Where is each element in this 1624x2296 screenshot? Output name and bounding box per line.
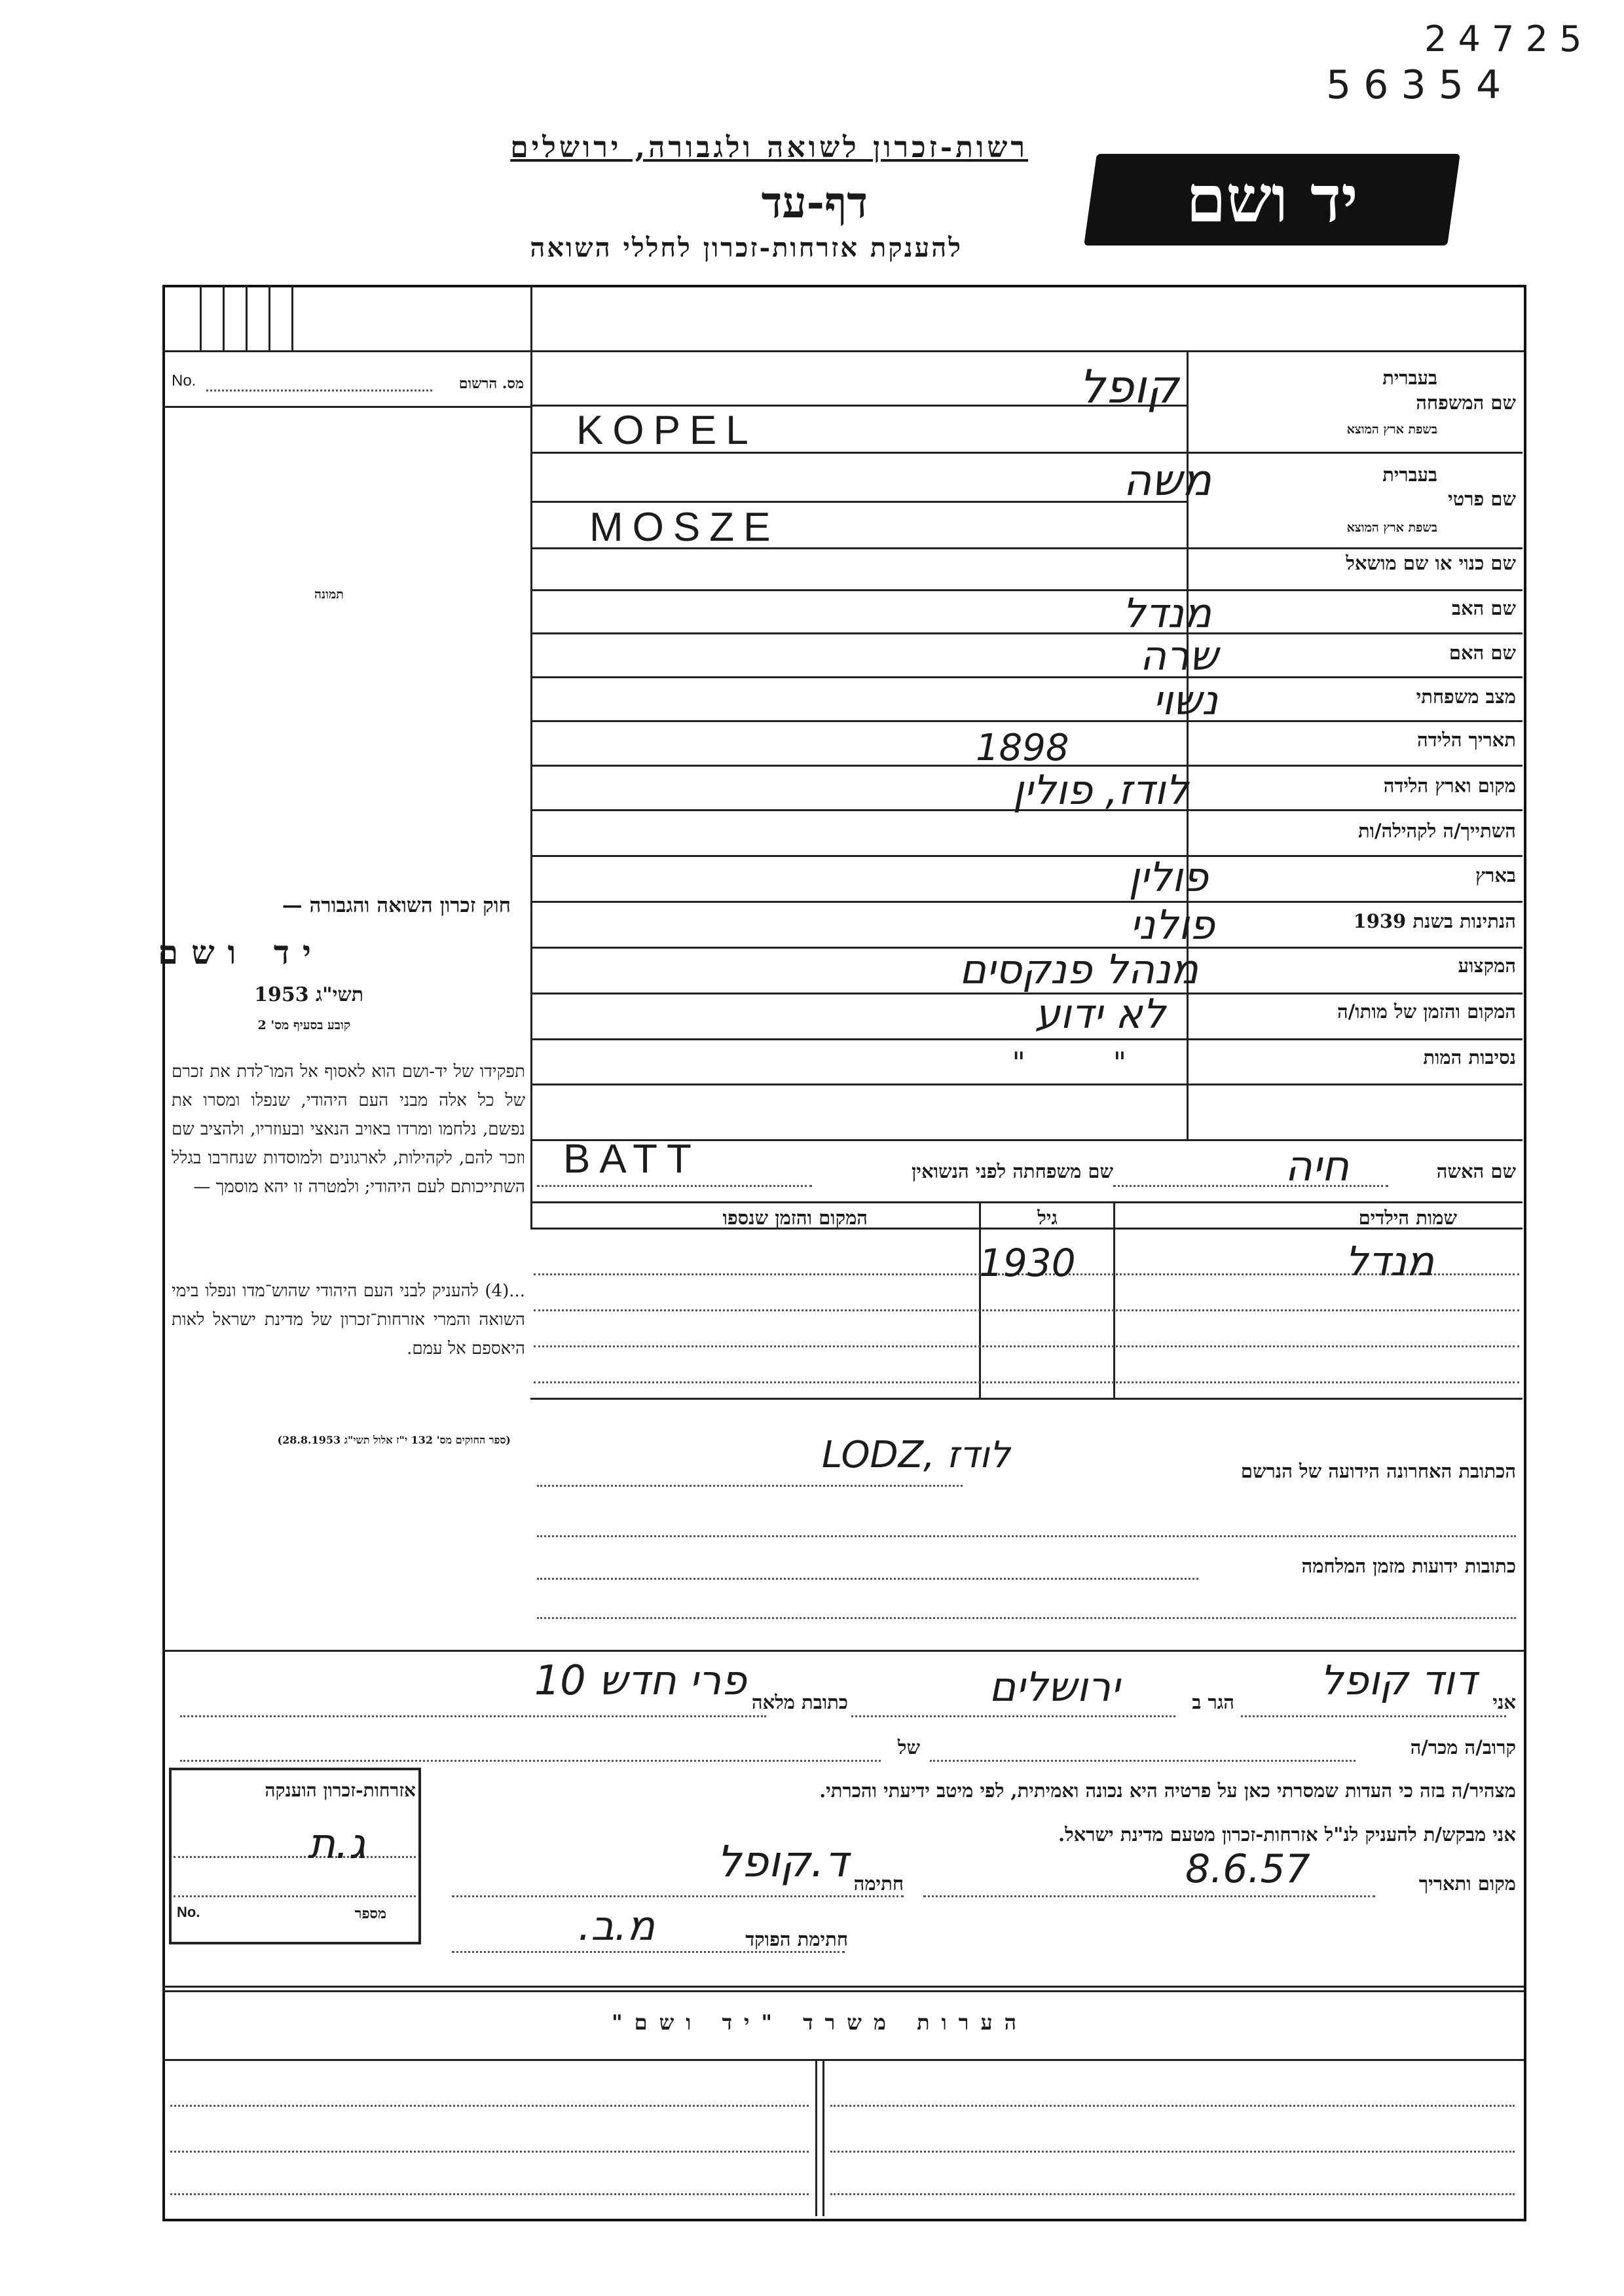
birth-date-value: 1898 xyxy=(976,727,1069,769)
father-name-label: שם האב xyxy=(1451,597,1516,619)
birth-place-label: מקום וארץ הלידה xyxy=(1383,774,1516,797)
officer-initials: ג.ת xyxy=(308,1820,366,1868)
citizenship-1939-label: הנתינות בשנת 1939 xyxy=(1353,910,1516,932)
date-value: 8.6.57 xyxy=(1185,1846,1310,1892)
first-name-hebrew-value: משה xyxy=(1123,455,1211,505)
profession-label: המקצוע xyxy=(1458,955,1516,977)
citizenship-1939-value: פולני xyxy=(1130,901,1215,949)
death-circumstances-label: נסיבות המות xyxy=(1423,1046,1516,1068)
family-name-origin-value: KOPEL xyxy=(576,408,758,453)
declaration-2: אני מבקש/ת להעניק לנ"ל אזרחות-זכרון מטעם מדינת ישראל. xyxy=(1058,1823,1516,1846)
law-year: תשי"ג 1953 xyxy=(254,983,363,1006)
first-name-origin-value: MOSZE xyxy=(589,505,780,550)
mother-name-value: שרה xyxy=(1139,632,1218,680)
declarant-relation-label: קרוב/ה מכר/ה xyxy=(1410,1736,1516,1758)
children-place-header: המקום והזמן שנספו xyxy=(722,1207,868,1229)
signature-value: ד.קופל xyxy=(716,1836,848,1887)
yad-vashem-logo xyxy=(1084,154,1460,246)
law-paragraph-1: תפקידו של יד-ושם הוא לאסוף אל המו־לדת את זכרם של כל אלה מבני העם היהודי, שנפלו ומסרו את נפשם, נלחמו ומרדו באויב הנאצי ובעוזריו, ולהציב שם וזכר להם, לקהילות, לארגונים ולמוסדות שנחרבו בגלל השתייכותם לעם היהודי; ולמטרה זו יהא מוסמך — xyxy=(172,1062,525,1197)
declarant-i-label: אני xyxy=(1492,1691,1516,1713)
family-name-label: שם המשפחה xyxy=(1416,392,1516,414)
signature-label: חתימה xyxy=(853,1872,904,1895)
form-title: דף-עד xyxy=(761,177,868,228)
first-name-hebrew-label: בעברית xyxy=(1382,464,1437,486)
country-label: בארץ xyxy=(1475,864,1516,886)
officer-signature-value: מ.ב. xyxy=(578,1902,655,1950)
logo-text: יד ושם xyxy=(1186,162,1358,237)
marital-status-value: נשוי xyxy=(1153,676,1218,724)
death-circumstances-value: " " xyxy=(1012,1046,1166,1080)
organization-name: רשות-זכרון לשואה ולגבורה, ירושלים xyxy=(510,131,1028,164)
wartime-address-label: כתובות ידועות מזמן המלחמה xyxy=(1301,1555,1516,1577)
children-names-header: שמות הילדים xyxy=(1358,1207,1457,1229)
declarant-city-value: ירושלים xyxy=(989,1663,1120,1711)
father-name-value: מנדל xyxy=(1122,589,1211,637)
registry-no-label: No. xyxy=(172,372,196,390)
declarant-of-label: של xyxy=(897,1736,920,1758)
country-value: פולין xyxy=(1128,853,1208,901)
registry-label: מס. הרשום xyxy=(458,375,524,392)
law-clause: קובע בסעיף מס' 2 xyxy=(257,1018,350,1032)
wife-maiden-value: BATT xyxy=(563,1137,701,1182)
last-address-label: הכתובת האחרונה הידועה של הנרשם xyxy=(1240,1460,1516,1482)
law-citation: (ספר החוקים מס' 132 י"ז אלול תשי"ג 28.8.1953) xyxy=(277,1434,511,1446)
declarant-resides-label: הגר ב xyxy=(1192,1691,1234,1713)
declarant-full-address-label: כתובת מלאה xyxy=(751,1691,848,1713)
death-place-time-value: לא ידוע xyxy=(1035,990,1166,1038)
death-place-time-label: המקום והזמן של מותו/ה xyxy=(1337,1000,1516,1023)
officer-signature-label: חתימת הפוקד xyxy=(745,1928,848,1950)
last-address-value: LODZ, לודז xyxy=(822,1434,1010,1476)
declarant-name-value: דוד קופל xyxy=(1320,1656,1477,1704)
marital-status-label: מצב משפחתי xyxy=(1416,685,1516,708)
declaration-1: מצהיר/ה בזה כי העדות שמסרתי כאן על פרטיה היא נכונה ואמיתית, לפי מיטב ידיעתי והכרתי. xyxy=(819,1779,1516,1802)
citizenship-box-number-label: מספר xyxy=(354,1905,386,1922)
citizenship-box-no-label: No. xyxy=(177,1904,200,1920)
birth-date-label: תאריך הלידה xyxy=(1417,729,1516,751)
office-notes-label: הערות משרד "יד ושם" xyxy=(611,2010,1028,2035)
child-age-value: 1930 xyxy=(979,1241,1076,1285)
family-name-hebrew-value: קופל xyxy=(1079,360,1179,414)
stamp-number-top: 2 4 7 2 5 xyxy=(1424,18,1582,60)
family-name-origin-label: בשפת ארץ המוצא xyxy=(1346,422,1437,437)
place-date-label: מקום ותאריך xyxy=(1418,1872,1516,1895)
nickname-label: שם כנוי או שם מושאל xyxy=(1346,552,1516,574)
first-name-label: שם פרטי xyxy=(1448,488,1516,510)
declarant-address-value: פרי חדש 10 xyxy=(534,1656,747,1704)
family-name-hebrew-label: בעברית xyxy=(1382,367,1437,389)
child-name-value: מנדל xyxy=(1344,1237,1434,1285)
law-title: חוק זכרון השואה והגבורה — xyxy=(282,894,511,917)
law-name: יד ושם xyxy=(158,933,324,972)
children-age-header: גיל xyxy=(1037,1207,1058,1229)
birth-place-value: לודז, פולין xyxy=(1012,766,1189,814)
wife-maiden-label: שם משפחתה לפני הנשואין xyxy=(912,1160,1113,1182)
mother-name-label: שם האם xyxy=(1449,642,1516,664)
form-subtitle: להענקת אזרחות-זכרון לחללי השואה xyxy=(530,232,963,263)
wife-label: שם האשה xyxy=(1436,1160,1516,1182)
citizenship-box-title: אזרחות-זכרון הוענקה xyxy=(265,1779,416,1801)
law-paragraph-2: ...(4) להעניק לבני העם היהודי שהוש־מדו ונפלו בימי השואה והמרי אזרחות־זכרון של מדינת ישראל לאות היאספם אל עמם. xyxy=(172,1281,525,1358)
profession-value: מנהל פנקסים xyxy=(959,945,1198,993)
wife-value: חיה xyxy=(1285,1142,1349,1191)
community-label: השתייך/ה לקהילה/ות xyxy=(1357,820,1516,842)
first-name-origin-label: בשפת ארץ המוצא xyxy=(1346,520,1437,535)
stamp-number-bottom: 5 6 3 5 4 xyxy=(1326,62,1502,108)
photo-label: תמונה xyxy=(314,587,344,602)
